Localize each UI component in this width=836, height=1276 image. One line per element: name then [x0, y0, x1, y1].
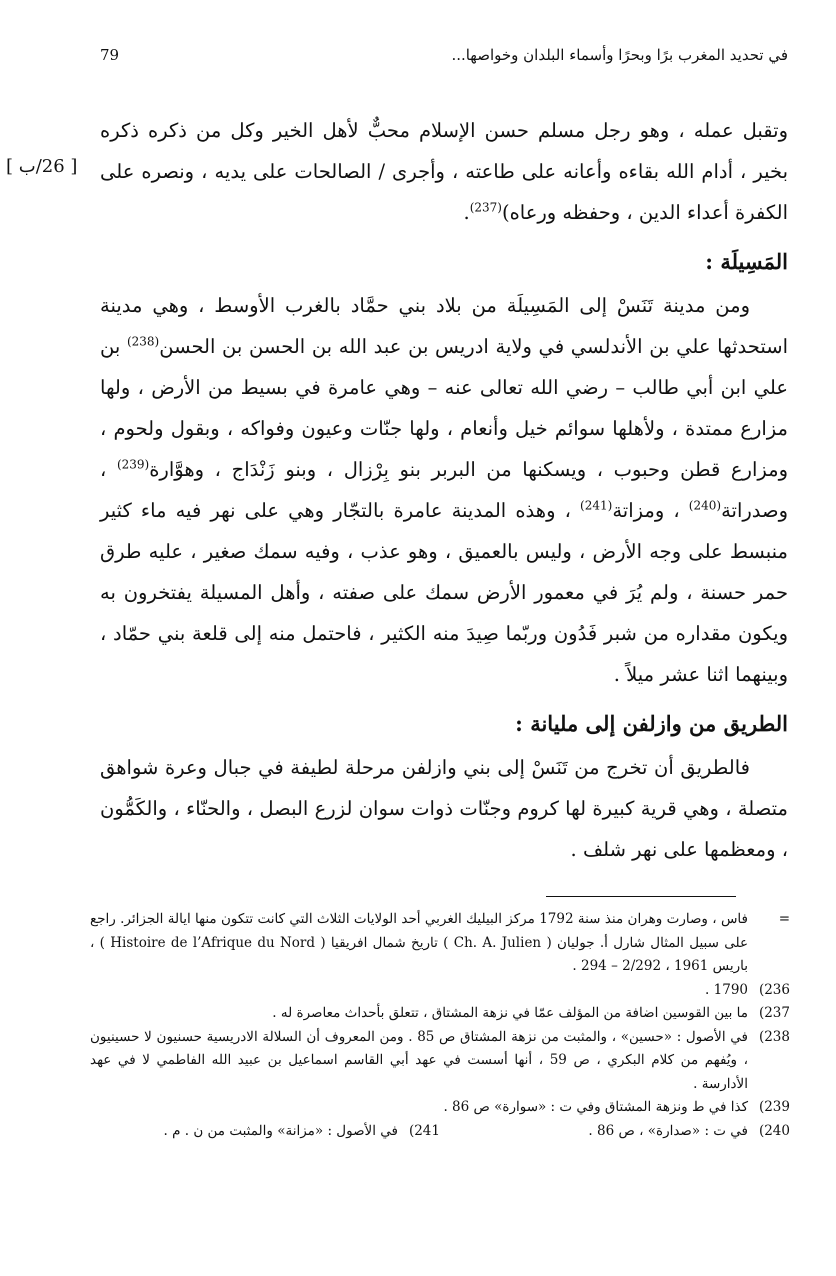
footnote-continuation: = فاس ، وصارت وهران منذ سنة 1792 مركز البيليك الغربي أحد الولايات الثلاث التي كانت تتكون منها ايالة الجزائر. راجع على سبيل المثال شارل أ. جوليان ( Ch. A. Julien ) تاريخ شمال افريقيا ( Histoire de l’Afrique du Nord ) ، باريس 1961 ، 2/292 – 294 .	[90, 911, 790, 974]
footnote-241: (241 في الأصول : «مزانة» والمثبت من ن . م .	[163, 1122, 440, 1139]
footnote-237: (237 ما بين القوسين اضافة من المؤلف عمّا في نزهة المشتاق ، تتعلق بأحداث معاصرة له .	[272, 1005, 790, 1021]
footnote-ref-239: (239)	[116, 457, 150, 472]
running-title: في تحديد المغرب برًا وبحرًا وأسماء البلدان وخواصها...	[451, 46, 788, 64]
footnote-ref-240: (240)	[688, 498, 722, 513]
footnote-separator	[546, 896, 736, 897]
footnote-row-240-241	[90, 1120, 790, 1144]
main-text	[100, 110, 788, 870]
paragraph-1: وتقبل عمله ، وهو رجل مسلم حسن الإسلام محبٌّ لأهل الخير وكل من ذكره ذكره بخير ، أدام الله بقاءه وأعانه على طاعته ، وأجرى / الصالحات على يديه ، ونصره على الكفرة أعداء الدين ، وحفظه ورعاه)$^{(237)}$.	[100, 119, 788, 224]
footnote-239: (239 كذا في ط ونزهة المشتاق وفي ت : «سوارة» ص 86 .	[443, 1099, 790, 1115]
section-heading-masila: المَسِيلَة :	[705, 249, 788, 274]
footnote-238: (238 في الأصول : «حسين» ، والمثبت من نزهة المشتاق ص 85 . ومن المعروف أن السلالة الادريسية حسنيون لا حسينيون ، ويُفهم من كلام البكري ، ص 59 ، أنها أسست في عهد أبي القاسم اسماعيل بن عبيد الله الفاطمي لا في عهد الأدارسة .	[90, 1028, 790, 1092]
footnote-236: (236 1790 .	[705, 981, 790, 998]
paragraph-3: فالطريق أن تخرج من تَنَسْ إلى بني وازلفن مرحلة لطيفة في جبال وعرة شواهق متصلة ، وهي قرية كبيرة لها كروم وجنّات ذوات سوان لزرع البصل ، والحنّاء ، والكَمُّون ، ومعظمها على نهر شلف .	[100, 756, 788, 861]
footnote-ref-238: (238)	[126, 334, 160, 349]
footnote-ref-237: (237)	[469, 200, 502, 215]
section-heading-route: الطريق من وازلفن إلى مليانة :	[515, 711, 788, 736]
page-number: 79	[100, 46, 120, 64]
folio-margin-note: [ 26/ب ]	[6, 156, 78, 177]
running-header	[100, 46, 788, 72]
footnotes	[90, 908, 790, 1143]
footnote-240: (240 في ت : «صدارة» ، ص 86 .	[588, 1122, 790, 1139]
paragraph-2: ومن مدينة تَنَسْ إلى المَسِيلَة من بلاد بني حمَّاد بالغرب الأوسط ، وهي مدينة استحدثها علي بن الأندلسي في ولاية ادريس بن عبد الله بن الحسن بن الحسن$^{(238)}$ بن علي ابن أبي طالب – رضي الله تعالى عنه – وهي عامرة في بسيط من الأرض ، ولها مزارع ممتدة ، ولأهلها سوائم خيل وأنعام ، ولها جنّات وعيون وفواكه ، وبقول ولحوم ، ومزارع قطن وحبوب ، ويسكنها من البربر بنو بِرْزال ، وبنو زَنْدَاج ، وهوَّارة$^{(239)}$ ، وصدراتة$^{(240)}$ ، ومزاتة$^{(241)}$ ، وهذه المدينة عامرة بالتجّار وهي على نهر فيه ماء كثير منبسط على وجه الأرض ، وليس بالعميق ، وهو عذب ، وفيه سمك صغير ، عليه طرق حمر حسنة ، ولم يُرَ في معمور الأرض سمك على صفته ، وأهل المسيلة يفتخرون به ويكون مقداره من شبر فَدُون وربّما صِيدَ منه الكثير ، فاحتمل منه إلى قلعة بني حمّاد ، وبينهما اثنا عشر ميلاً .	[100, 294, 789, 686]
footnote-ref-241: (241)	[580, 498, 613, 513]
